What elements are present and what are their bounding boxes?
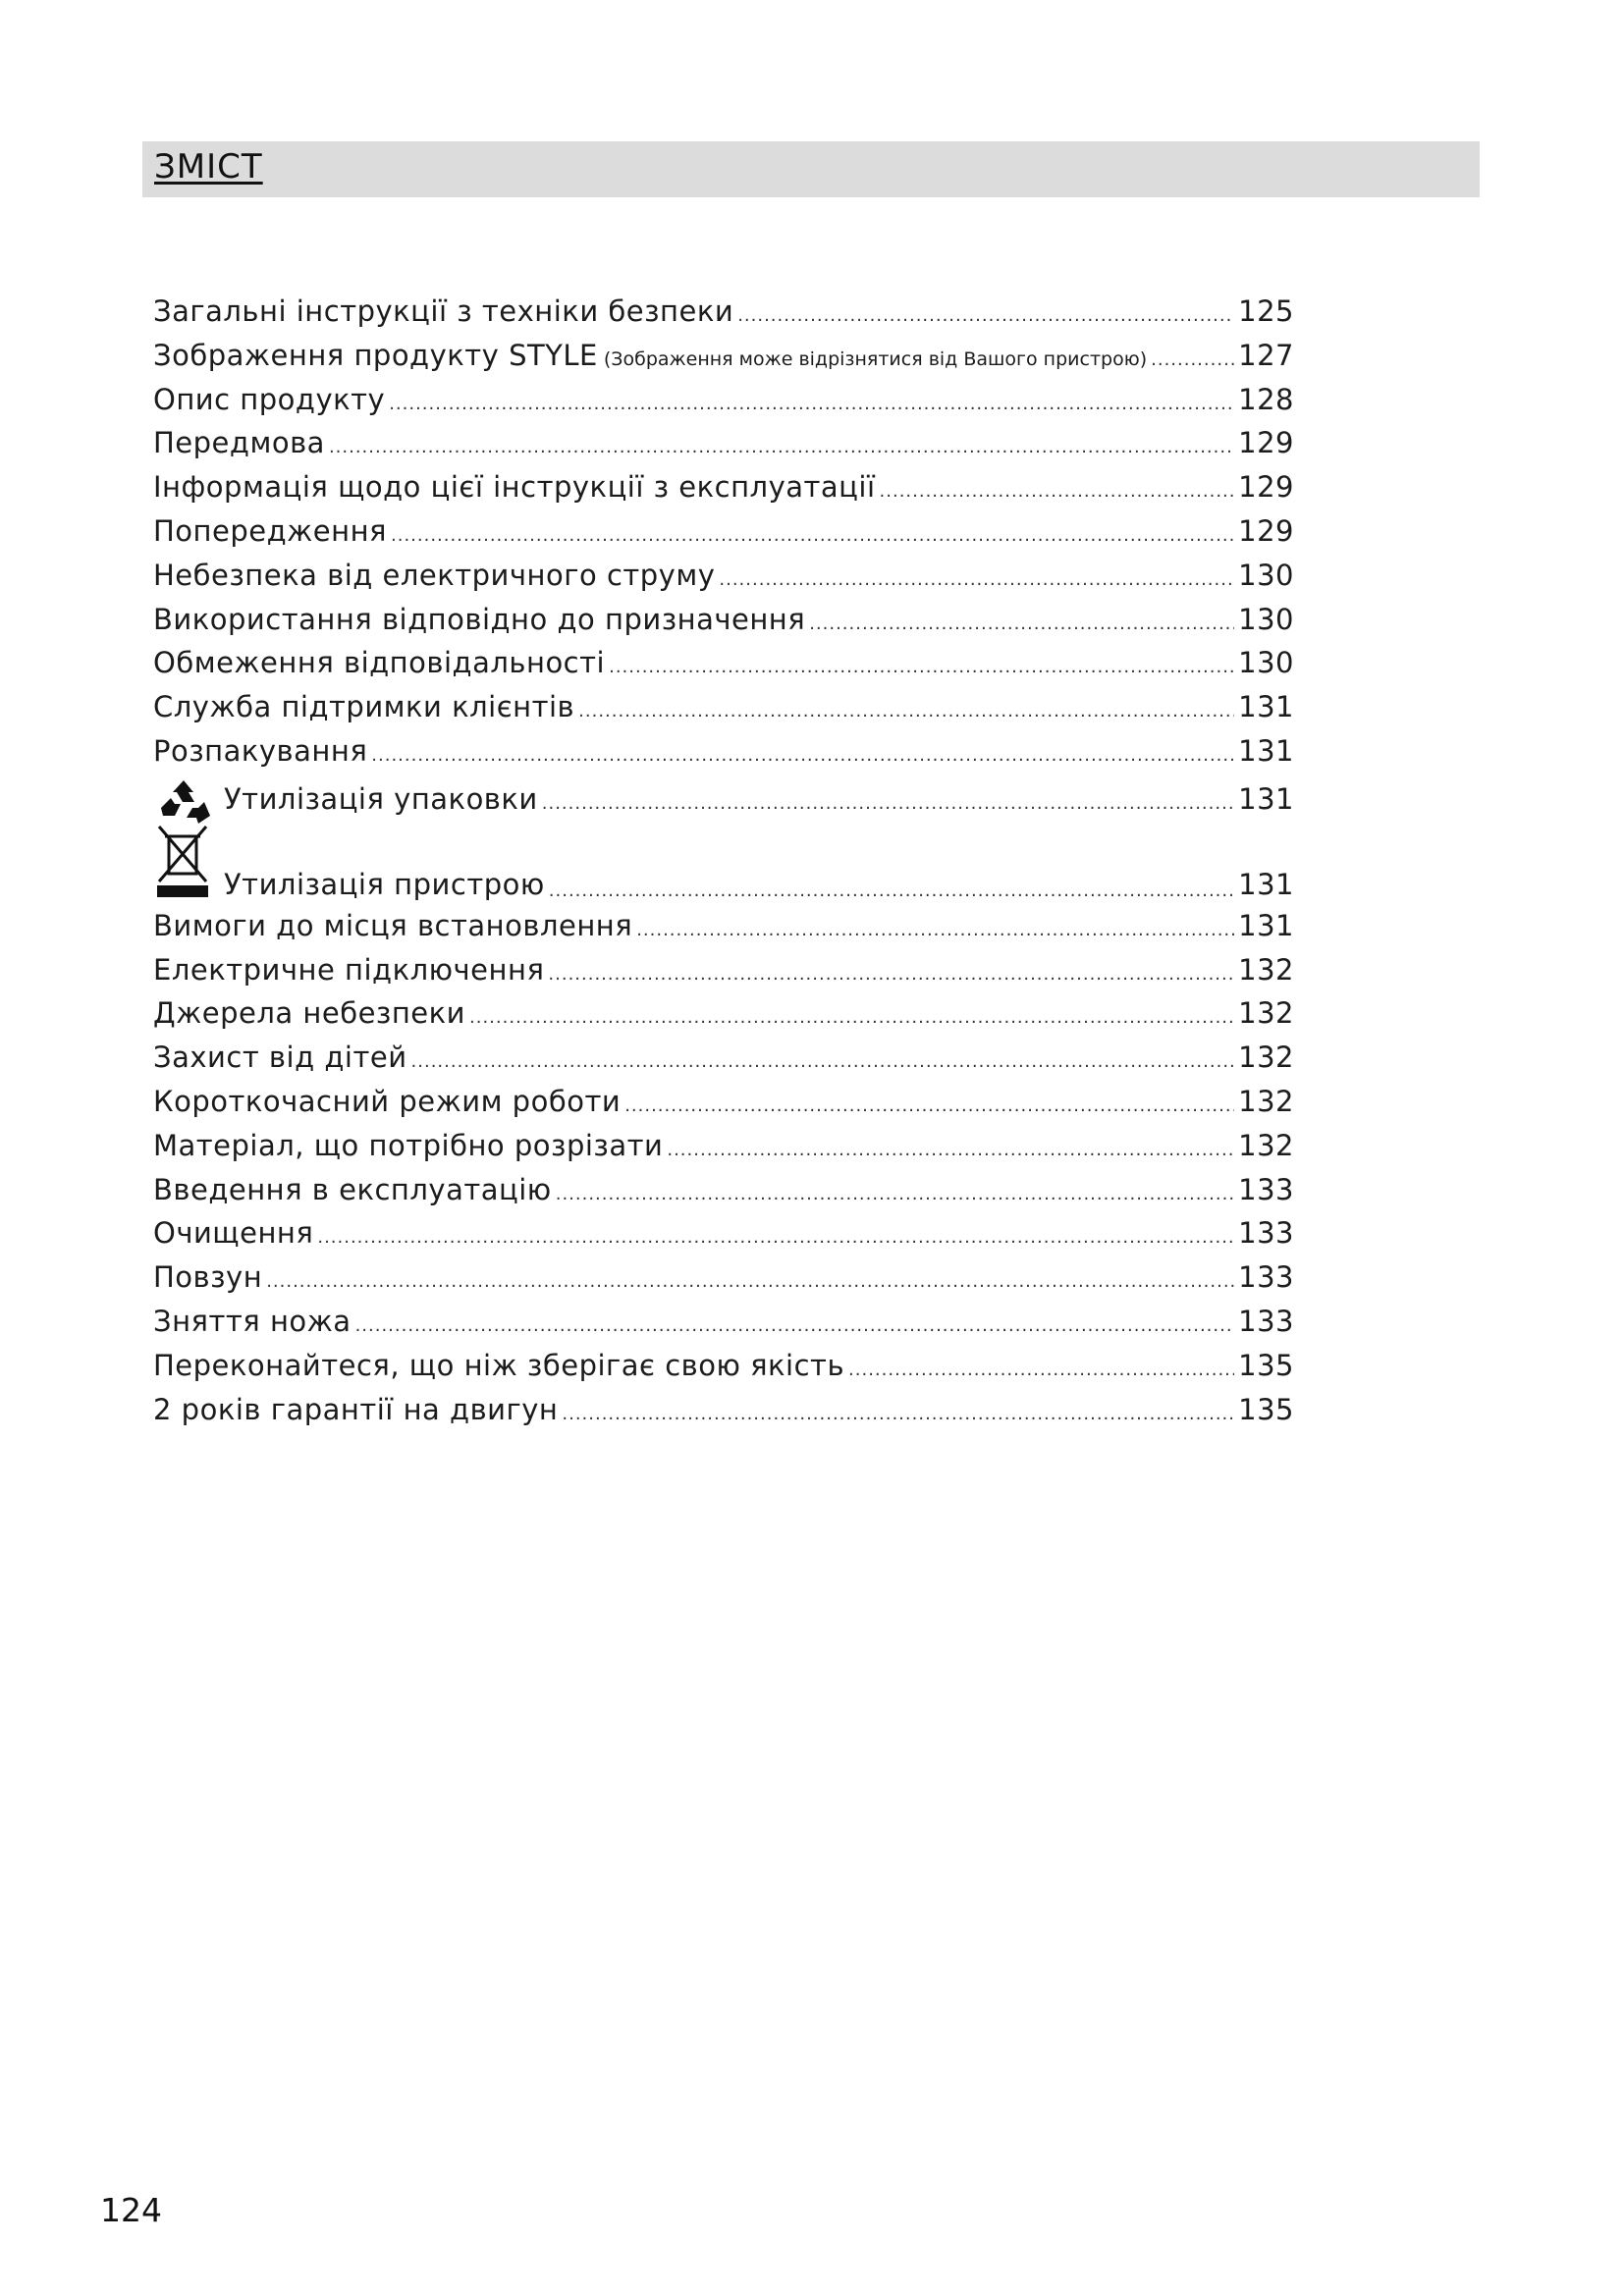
recycle-icon xyxy=(153,778,214,824)
toc-entry-page: 131 xyxy=(1238,690,1294,724)
toc-entry xyxy=(153,1173,1294,1217)
toc-entry-page: 131 xyxy=(1238,781,1294,816)
toc-entry-text: Введення в експлуатацію xyxy=(153,1172,552,1206)
toc-entry-label xyxy=(153,603,805,636)
dot-leader xyxy=(329,437,1234,457)
toc-entry-text: Попередження xyxy=(153,513,387,548)
dot-leader xyxy=(719,569,1234,590)
toc-entry xyxy=(153,1260,1294,1305)
dot-leader xyxy=(848,1360,1234,1380)
toc-entry-page: 133 xyxy=(1238,1172,1294,1206)
toc-entry-text: Використання відповідно до призначення xyxy=(153,602,806,636)
toc-entry-label xyxy=(153,862,545,901)
weee-crossed-bin-icon xyxy=(153,823,214,901)
toc-entry-label xyxy=(153,514,387,548)
toc-entry-text: Загальні інструкції з техніки безпеки xyxy=(153,294,734,328)
toc-entry-text: Інформація щодо цієї інструкції з експлуатації xyxy=(153,470,876,505)
toc-entry-page: 132 xyxy=(1238,952,1294,987)
dot-leader xyxy=(624,1095,1234,1116)
toc-entry xyxy=(153,559,1294,603)
toc-entry-label xyxy=(153,996,465,1030)
dot-leader xyxy=(355,1315,1235,1336)
toc-entry-label xyxy=(153,1393,558,1426)
toc-entry-text: Вимоги до місця встановлення xyxy=(153,908,633,942)
toc-entry-label xyxy=(153,559,715,592)
toc-entry xyxy=(153,470,1294,514)
toc-entry xyxy=(153,294,1294,339)
toc-entry-page: 133 xyxy=(1238,1260,1294,1295)
dot-leader xyxy=(389,394,1234,414)
toc-entry-page: 127 xyxy=(1238,338,1294,372)
toc-entry-label xyxy=(153,1349,844,1382)
toc-entry xyxy=(153,1216,1294,1260)
toc-entry-page: 129 xyxy=(1238,426,1294,460)
toc-entry-page: 129 xyxy=(1238,513,1294,548)
dot-leader xyxy=(548,964,1234,985)
toc-entry xyxy=(153,514,1294,559)
toc-entry-text: Розпакування xyxy=(153,733,368,768)
toc-entry-label xyxy=(153,383,385,416)
toc-entry-page: 133 xyxy=(1238,1304,1294,1338)
toc-entry-label xyxy=(153,1041,407,1074)
toc-entry-page: 132 xyxy=(1238,1084,1294,1118)
toc-entry-page: 135 xyxy=(1238,1392,1294,1426)
toc-entry-label xyxy=(153,1216,313,1250)
toc-entry-text: Захист від дітей xyxy=(153,1041,407,1075)
table-of-contents xyxy=(153,294,1294,1436)
toc-entry xyxy=(153,832,1294,909)
dot-leader xyxy=(609,657,1234,677)
toc-entry-page: 132 xyxy=(1238,1128,1294,1162)
toc-entry-text: Зняття ножа xyxy=(153,1304,352,1338)
toc-entry-label xyxy=(153,909,632,942)
toc-entry-text: Обмеження відповідальності xyxy=(153,646,606,680)
toc-entry-text: Переконайтеся, що ніж зберігає свою якість xyxy=(153,1348,845,1382)
page-number: 124 xyxy=(100,2191,162,2229)
dot-leader xyxy=(578,701,1234,721)
toc-entry-page: 130 xyxy=(1238,602,1294,636)
toc-entry-label xyxy=(153,1173,552,1206)
toc-entry-label xyxy=(153,953,544,987)
toc-entry-page: 128 xyxy=(1238,382,1294,416)
dot-leader xyxy=(411,1051,1235,1072)
toc-entry-page: 130 xyxy=(1238,646,1294,680)
toc-entry xyxy=(153,953,1294,997)
toc-entry-label xyxy=(153,470,876,504)
dot-leader xyxy=(809,614,1234,634)
toc-entry xyxy=(153,1305,1294,1349)
toc-entry-label xyxy=(153,339,1147,372)
toc-entry-text: Джерела небезпеки xyxy=(153,996,466,1031)
toc-entry-text: Утилізація упаковки xyxy=(224,781,538,816)
toc-entry xyxy=(153,1393,1294,1437)
toc-entry-text: Очищення xyxy=(153,1216,314,1251)
dot-leader xyxy=(667,1140,1234,1160)
toc-entry-page: 130 xyxy=(1238,558,1294,592)
dot-leader xyxy=(469,1007,1234,1028)
toc-entry-label xyxy=(153,1260,262,1294)
toc-entry-page: 132 xyxy=(1238,996,1294,1031)
toc-entry-page: 132 xyxy=(1238,1041,1294,1075)
toc-entry xyxy=(153,426,1294,470)
toc-entry xyxy=(153,1129,1294,1173)
dot-leader xyxy=(556,1184,1234,1204)
toc-entry-label xyxy=(153,1305,352,1338)
dot-leader xyxy=(562,1404,1234,1424)
section-header-bar xyxy=(142,141,1480,197)
toc-entry-page: 125 xyxy=(1238,294,1294,328)
toc-entry-note: (Зображення може відрізнятися від Вашого пристрою) xyxy=(603,347,1148,370)
toc-entry xyxy=(153,690,1294,734)
toc-entry-text: Служба підтримки клієнтів xyxy=(153,690,575,724)
toc-entry-label xyxy=(153,426,325,459)
toc-entry-text: Матеріал, що потрібно розрізати xyxy=(153,1128,664,1162)
toc-entry xyxy=(153,734,1294,778)
toc-entry-text: Опис продукту xyxy=(153,382,386,416)
toc-entry xyxy=(153,1349,1294,1393)
dot-leader xyxy=(542,793,1234,814)
toc-entry-label xyxy=(153,1129,663,1162)
toc-entry xyxy=(153,603,1294,647)
toc-entry-text: Повзун xyxy=(153,1260,263,1295)
toc-entry xyxy=(153,909,1294,953)
toc-entry-page: 133 xyxy=(1238,1216,1294,1251)
toc-entry-text: Зображення продукту STYLE xyxy=(153,338,598,372)
toc-entry xyxy=(153,1085,1294,1129)
toc-entry-text: Короткочасний режим роботи xyxy=(153,1084,622,1118)
toc-entry-text: Передмова xyxy=(153,426,325,460)
dot-leader xyxy=(880,481,1235,502)
dot-leader xyxy=(266,1271,1234,1292)
toc-entry-page: 131 xyxy=(1238,908,1294,942)
dot-leader xyxy=(371,745,1234,766)
dot-leader xyxy=(636,920,1234,940)
dot-leader xyxy=(317,1227,1234,1248)
toc-entry xyxy=(153,778,1294,832)
dot-leader xyxy=(391,525,1234,546)
toc-entry-label xyxy=(153,734,367,768)
toc-entry-label xyxy=(153,294,733,328)
page-title: ЗМІСТ xyxy=(154,147,263,187)
toc-entry-text: Утилізація пристрою xyxy=(224,867,545,901)
toc-entry-text: Небезпека від електричного струму xyxy=(153,558,716,592)
toc-entry xyxy=(153,339,1294,383)
toc-entry-page: 131 xyxy=(1238,733,1294,768)
dot-leader xyxy=(737,305,1234,326)
toc-entry-label xyxy=(153,778,538,824)
toc-entry xyxy=(153,383,1294,427)
toc-entry-label xyxy=(153,690,574,723)
toc-entry-page: 131 xyxy=(1238,867,1294,901)
toc-entry xyxy=(153,646,1294,690)
dot-leader xyxy=(1151,349,1234,370)
toc-entry-text: 2 років гарантії на двигун xyxy=(153,1392,559,1426)
toc-entry-page: 135 xyxy=(1238,1348,1294,1382)
toc-entry xyxy=(153,996,1294,1041)
toc-entry-page: 129 xyxy=(1238,470,1294,505)
toc-entry xyxy=(153,1041,1294,1085)
dot-leader xyxy=(549,881,1234,901)
toc-entry-label xyxy=(153,1085,621,1118)
toc-entry-text: Електричне підключення xyxy=(153,952,545,987)
toc-entry-label xyxy=(153,646,605,679)
